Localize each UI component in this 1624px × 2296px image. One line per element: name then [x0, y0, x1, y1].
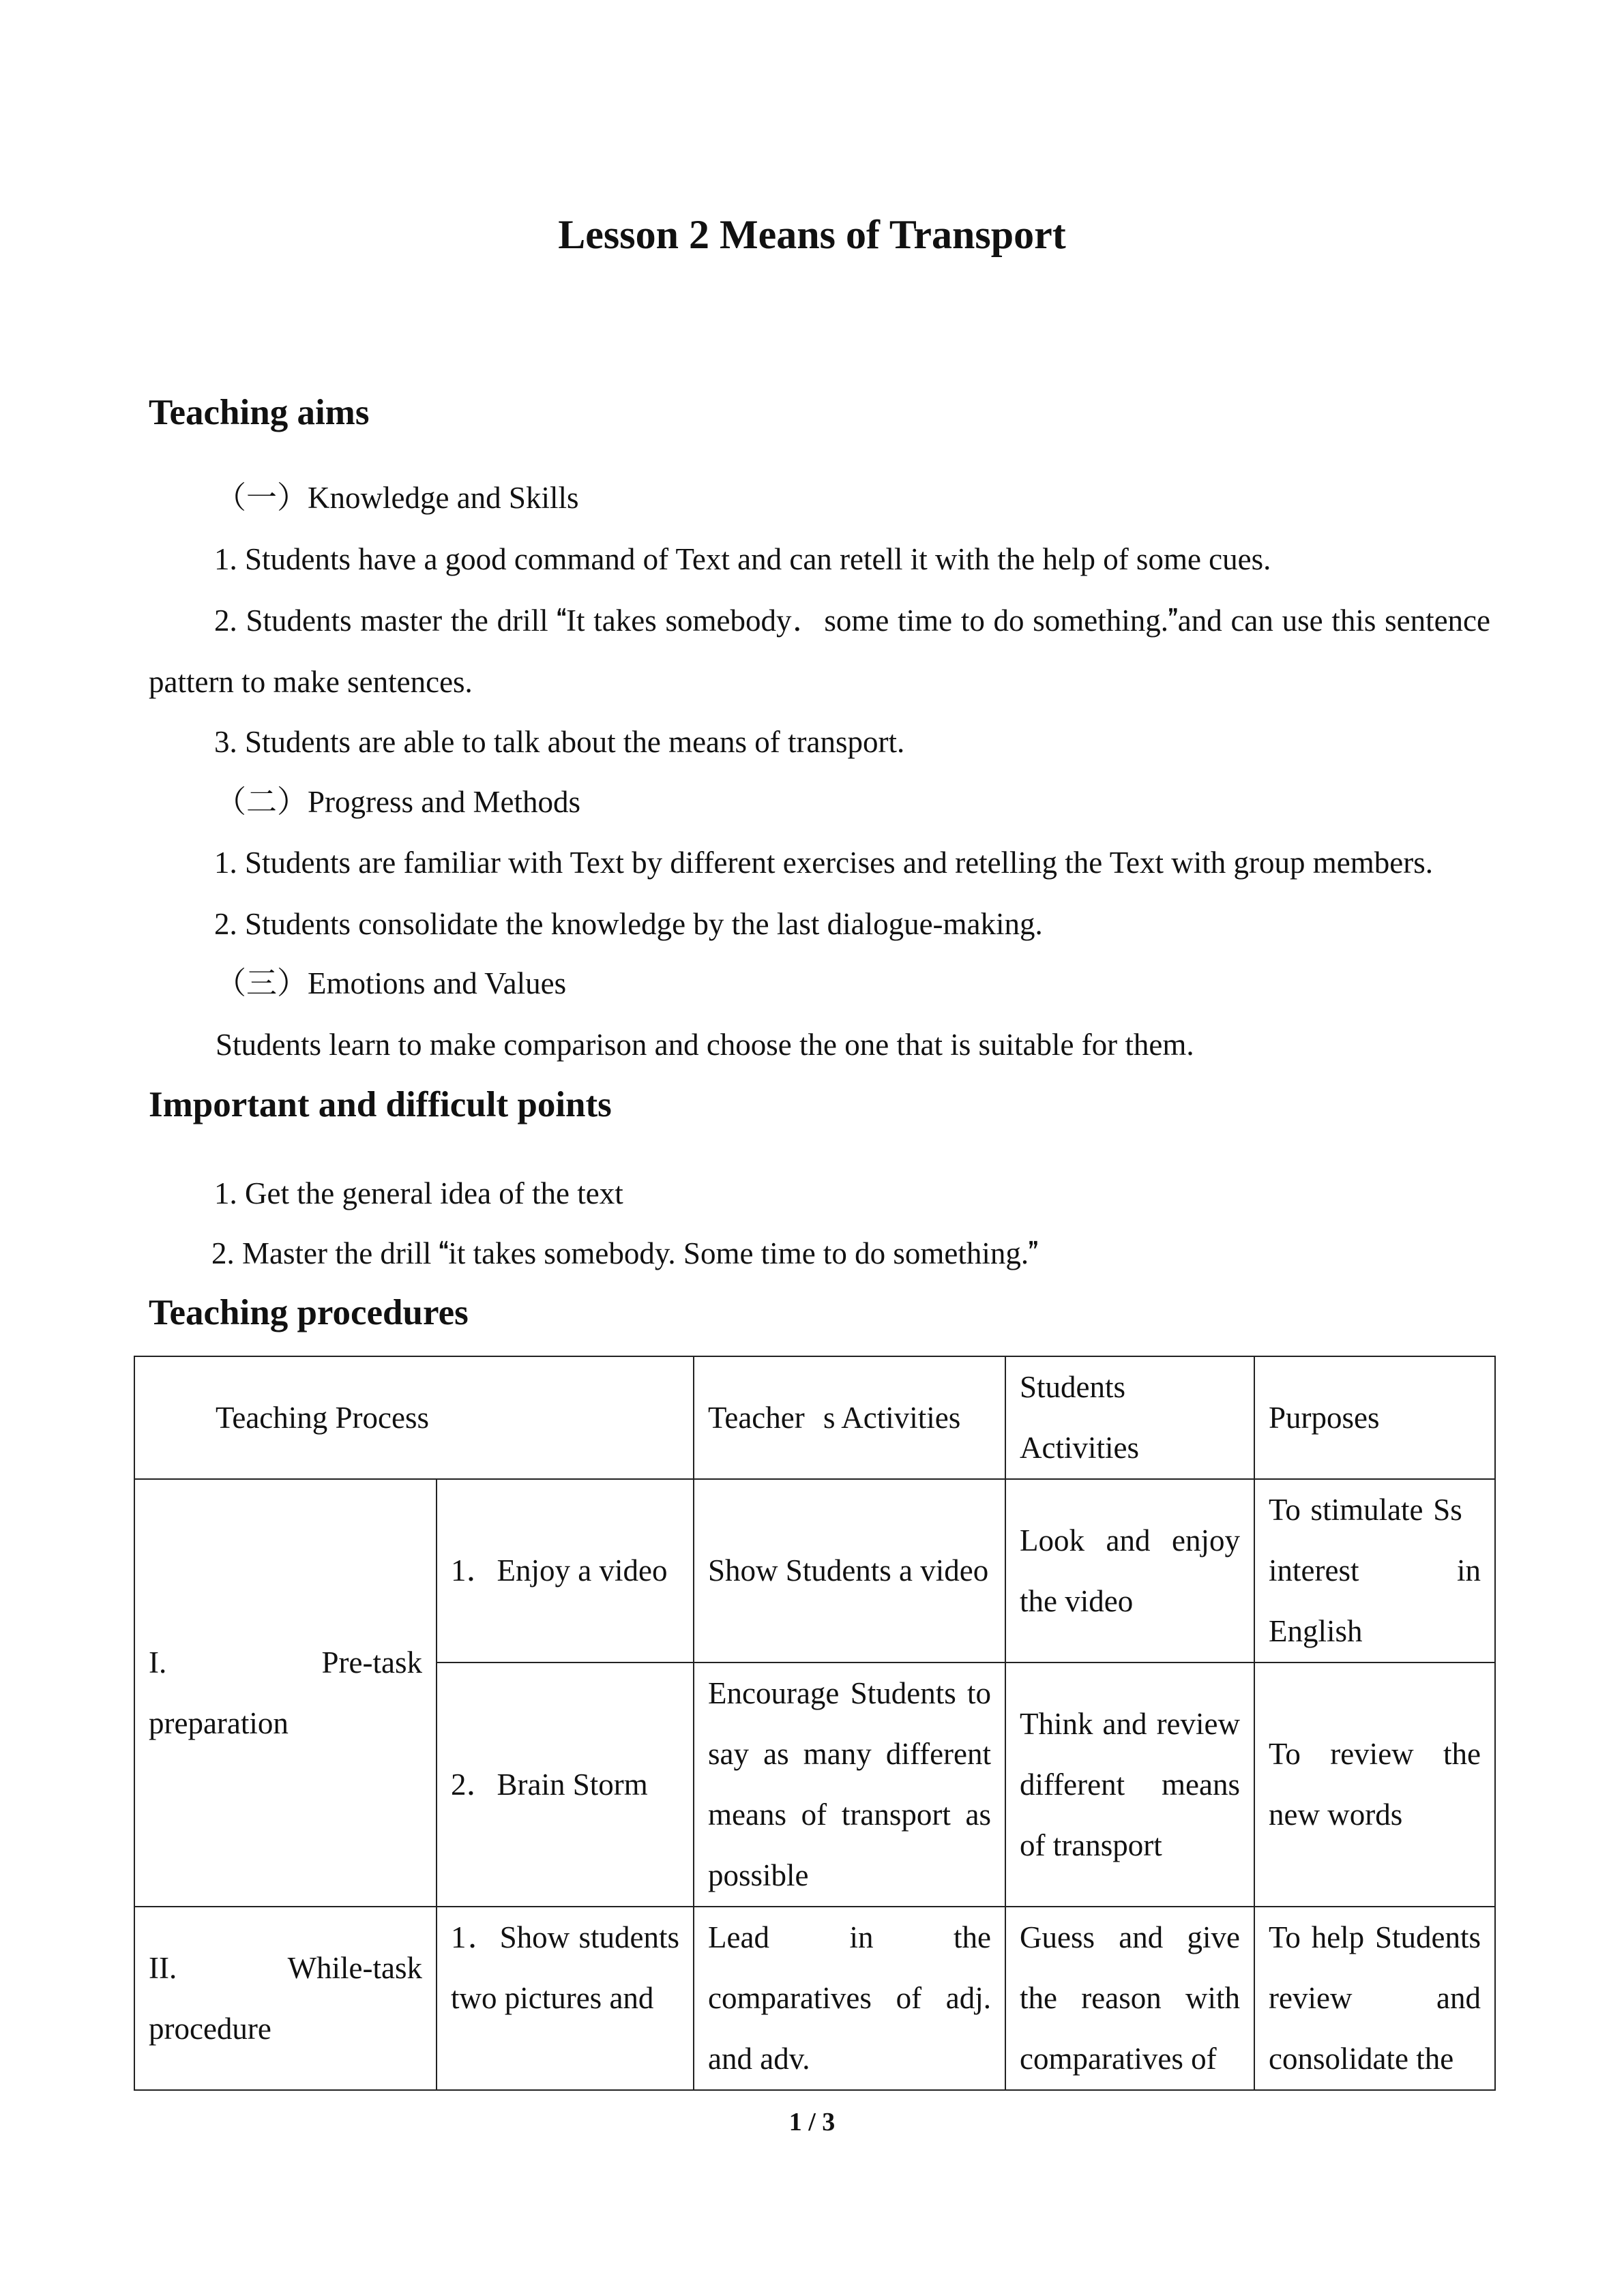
student-activity-2: Think and review different means of transport: [1005, 1663, 1254, 1907]
purpose-1: To stimulate Ss interest in English: [1254, 1479, 1495, 1663]
purpose-2: To review the new words: [1254, 1663, 1495, 1907]
table-row: [134, 1907, 1495, 2090]
table-row: [134, 1479, 1495, 1663]
stage-while-task: II. While-task procedure: [134, 1907, 437, 2090]
section-heading-important-points: Important and difficult points: [149, 1085, 612, 1124]
section-heading-teaching-aims: Teaching aims: [149, 393, 370, 432]
header-teaching-process: Teaching Process: [134, 1356, 694, 1479]
knowledge-item-3: 3. Students are able to talk about the means of transport.: [214, 725, 905, 759]
knowledge-item-1: 1. Students have a good command of Text and can retell it with the help of some cues.: [214, 542, 1271, 576]
emotions-heading: （三）Emotions and Values: [216, 966, 567, 1000]
teacher-activity-3: Lead in the comparatives of adj. and adv.: [694, 1907, 1005, 2090]
header-purposes: Purposes: [1254, 1356, 1495, 1479]
student-activity-1: Look and enjoy the video: [1005, 1479, 1254, 1663]
page-number: 1 / 3: [788, 2108, 836, 2136]
header-teacher-activities: Teachers Activities: [694, 1356, 1005, 1479]
student-activity-3: Guess and give the reason with comparatives of: [1005, 1907, 1254, 2090]
header-students-activities: Students Activities: [1005, 1356, 1254, 1479]
purpose-3: To help Students review and consolidate the: [1254, 1907, 1495, 2090]
section-heading-procedures: Teaching procedures: [149, 1293, 469, 1332]
procedures-table: [134, 1356, 1496, 2091]
page-title: Lesson 2 Means of Transport: [558, 212, 1066, 257]
step-show-pictures: 1．Show students two pictures and: [437, 1907, 694, 2090]
knowledge-heading: （一）Knowledge and Skills: [216, 481, 579, 515]
point-item-1: 1. Get the general idea of the text: [214, 1176, 623, 1210]
step-enjoy-video: 1．Enjoy a video: [437, 1479, 694, 1663]
teacher-activity-2: Encourage Students to say as many different means of transport as possible: [694, 1663, 1005, 1907]
stage-pre-task: I. Pre-task preparation: [134, 1479, 437, 1907]
point-item-2: 2. Master the drill it takes somebody. Some time to do something.: [211, 1236, 1038, 1270]
emotions-item-1: Students learn to make comparison and choose the one that is suitable for them.: [216, 1028, 1194, 1062]
knowledge-item-2: 2. Students master the drill It takes somebody．some time to do something.and can use this sentence pattern to make sentences.: [149, 603, 1490, 699]
table-header-row: [134, 1356, 1495, 1479]
progress-item-1: 1. Students are familiar with Text by different exercises and retelling the Text with group members.: [214, 846, 1433, 880]
progress-heading: （二）Progress and Methods: [216, 785, 580, 819]
step-brain-storm: 2．Brain Storm: [437, 1663, 694, 1907]
teacher-activity-1: Show Students a video: [694, 1479, 1005, 1663]
progress-item-2: 2. Students consolidate the knowledge by the last dialogue-making.: [214, 907, 1043, 941]
